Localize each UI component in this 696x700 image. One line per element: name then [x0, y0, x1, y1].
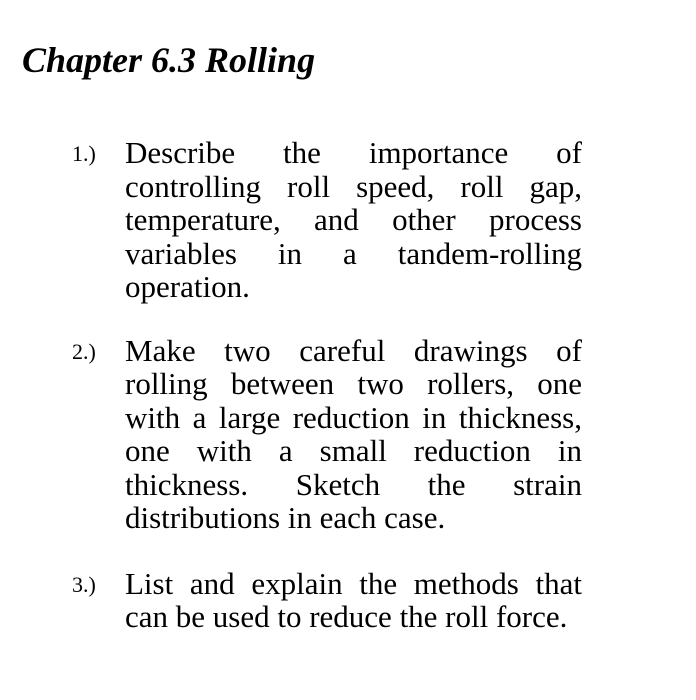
question-item — [72, 567, 582, 634]
page-title: Chapter 6.3 Rolling — [22, 40, 316, 80]
question-text: Describe the importance of controlling roll speed, roll gap, temperature, and other process variables in a tandem-rolling operation. — [125, 135, 582, 304]
question-number: 2.) — [72, 338, 96, 364]
question-item — [72, 136, 582, 304]
question-text: Make two careful drawings of rolling between two rollers, one with a large reduction in thickness, one with a small reduction in thickness. Sketch the strain distributions in each case. — [125, 332, 582, 535]
question-item — [72, 334, 582, 535]
question-list — [72, 136, 582, 664]
question-number: 1.) — [72, 141, 96, 166]
question-text: List and explain the methods that can be used to reduce the roll force. — [125, 565, 582, 634]
question-number: 3.) — [72, 571, 96, 597]
